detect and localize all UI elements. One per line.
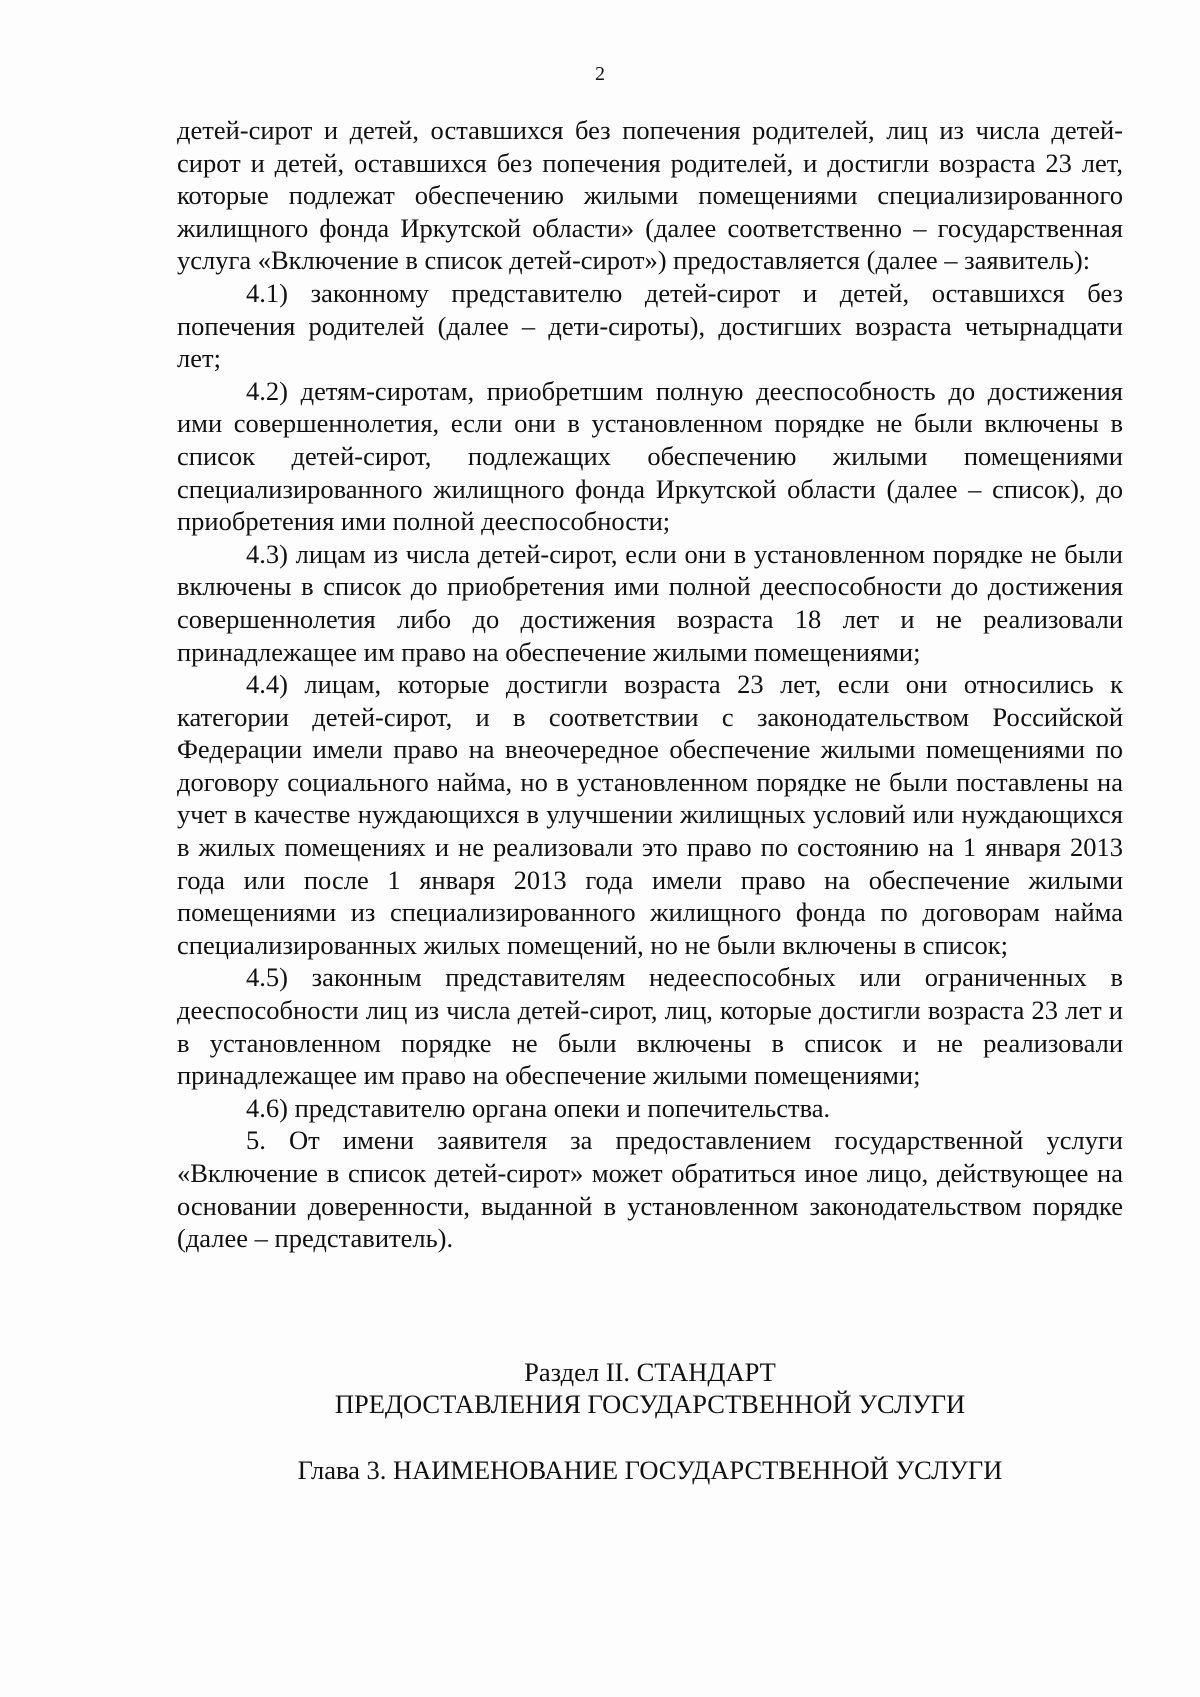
chapter-title: Глава 3. НАИМЕНОВАНИЕ ГОСУДАРСТВЕННОЙ УСЛУГИ	[297, 1455, 1003, 1485]
paragraph-4-1: 4.1) законному представителю детей-сирот и детей, оставшихся без попечения родителей (далее – дети-сироты), достигших возраста четырнадцати лет;	[177, 277, 1123, 374]
paragraph-4-6: 4.6) представителю органа опеки и попечительства.	[246, 1092, 831, 1123]
paragraph-4-5: 4.5) законным представителям недееспособных или ограниченных в дееспособности лиц из числа детей-сирот, лиц, которые достигли возраста 23 лет и в установленном порядке не были включены в список и не реализовали принадлежащее им право на обеспечение жилыми помещениями;	[177, 962, 1123, 1091]
paragraph-continuation: детей-сирот и детей, оставшихся без попечения родителей, лиц из числа детей-сирот и детей, оставшихся без попечения родителей, и достигли возраста 23 лет, которые подлежат обеспечению жилыми помещениями специализированного жилищного фонда Иркутской области» (далее соответственно – государственная услуга «Включение в список детей-сирот») предоставляется (далее – заявитель):	[177, 115, 1123, 276]
paragraph-4-3: 4.3) лицам из числа детей-сирот, если они в установленном порядке не были включены в список до приобретения ими полной дееспособности до достижения совершеннолетия либо до достижения возраста 18 лет и не реализовали принадлежащее им право на обеспечение жилыми помещениями;	[177, 538, 1123, 667]
paragraph-4-2: 4.2) детям-сиротам, приобретшим полную дееспособность до достижения ими совершеннолетия, если они в установленном порядке не были включены в список детей-сирот, подлежащих обеспечению жилыми помещениями специализированного жилищного фонда Иркутской области (далее – список), до приобретения ими полной дееспособности;	[177, 375, 1123, 537]
section-title-line1: Раздел II. СТАНДАРТ	[524, 1357, 776, 1387]
page-number: 2	[595, 63, 605, 85]
section-title-line2: ПРЕДОСТАВЛЕНИЯ ГОСУДАРСТВЕННОЙ УСЛУГИ	[334, 1389, 966, 1419]
paragraph-4-4: 4.4) лицам, которые достигли возраста 23 лет, если они относились к категории детей-сирот, и в соответствии с законодательством Российской Федерации имели право на внеочередное обеспечение жилыми помещениями по договору социального найма, но в установленном порядке не были поставлены на учет в качестве нуждающихся в улучшении жилищных условий или нуждающихся в жилых помещениях и не реализовали это право по состоянию на 1 января 2013 года или после 1 января 2013 года имели право на обеспечение жилыми помещениями из специализированного жилищного фонда по договорам найма специализированных жилых помещений, но не были включены в список;	[177, 669, 1123, 960]
document-body	[177, 114, 1123, 1255]
paragraph-5: 5. От имени заявителя за предоставлением государственной услуги «Включение в список детей-сирот» может обратиться иное лицо, действующее на основании доверенности, выданной в установленном законодательством порядке (далее – представитель).	[177, 1125, 1123, 1254]
